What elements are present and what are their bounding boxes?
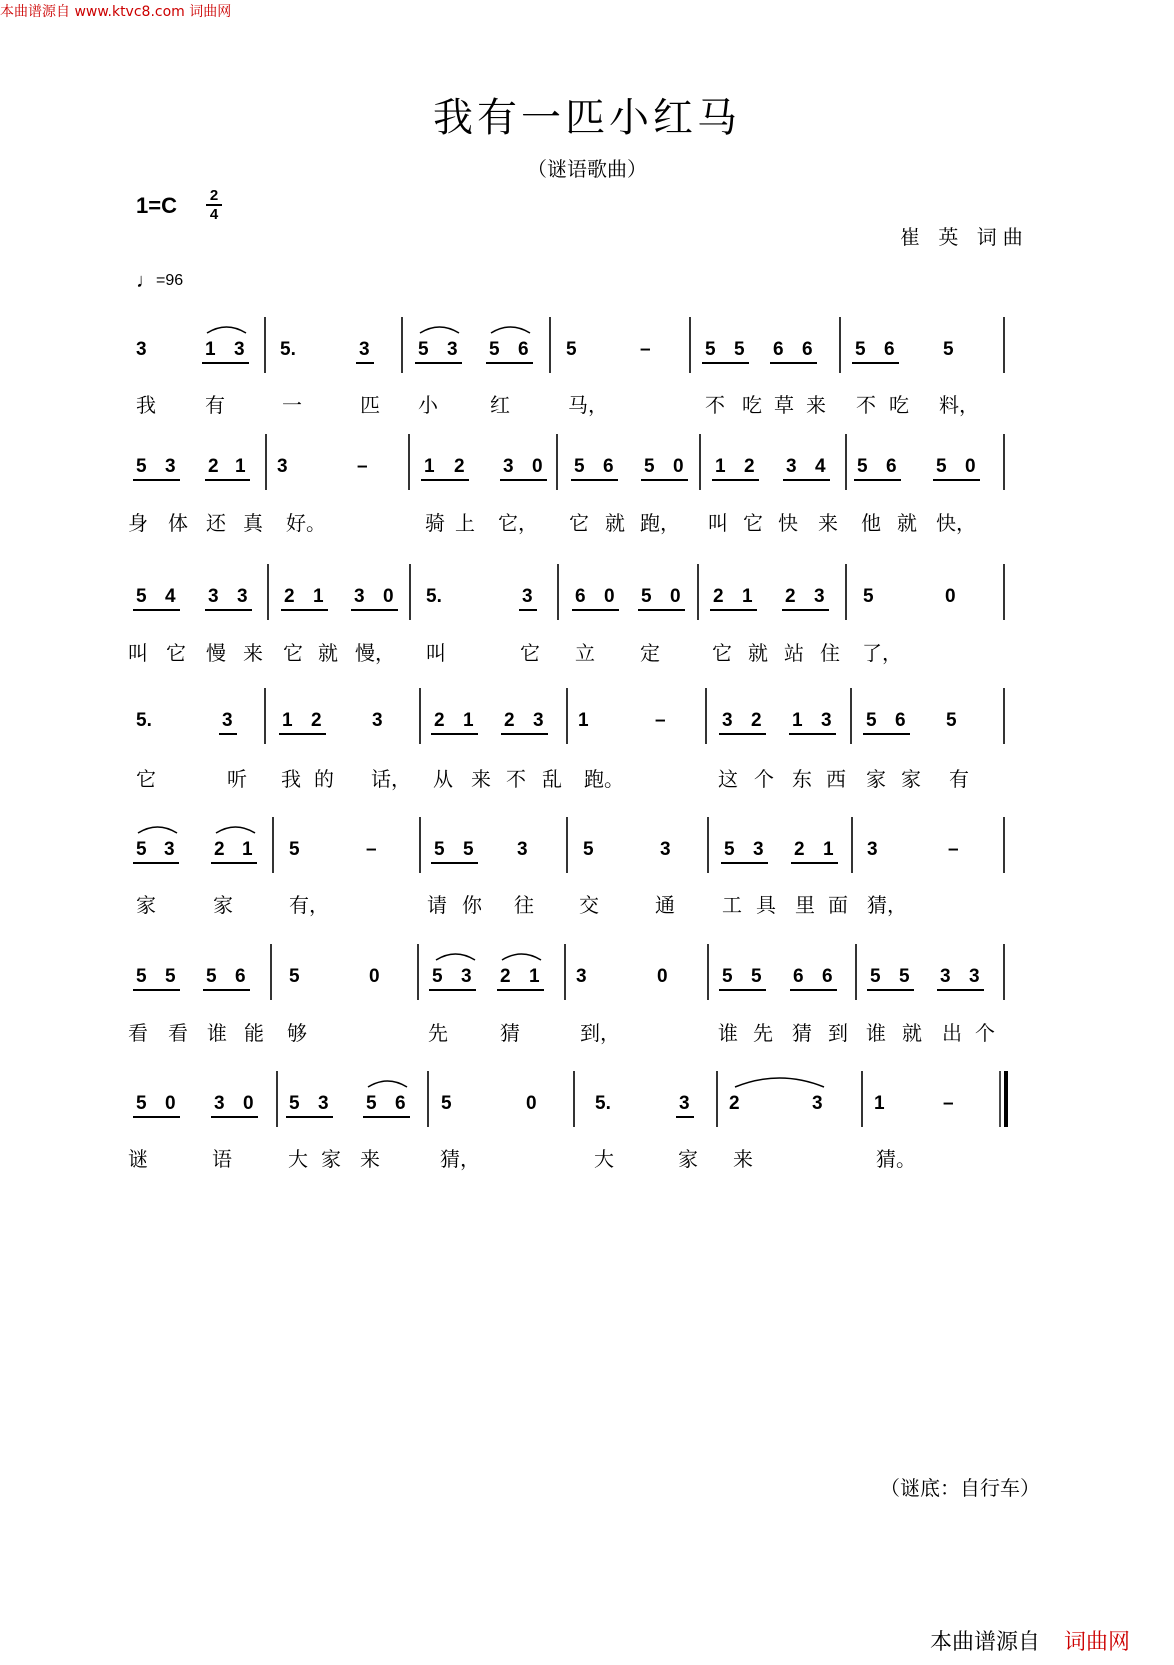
jianpu-note: 5	[574, 456, 585, 477]
jianpu-note: 3	[359, 339, 370, 360]
lyric-char: 来	[733, 1147, 753, 1171]
jianpu-note: 5	[441, 1093, 452, 1114]
lyric-char: 有，	[289, 893, 329, 917]
jianpu-note: –	[948, 839, 959, 860]
lyric-char: 来	[806, 393, 826, 417]
jianpu-note: 3	[214, 1093, 225, 1114]
jianpu-note: 5	[566, 339, 577, 360]
lyric-char: 跑，	[640, 511, 680, 535]
lyric-char: 它	[712, 641, 732, 665]
lyric-char: 谁	[718, 1021, 738, 1045]
jianpu-note: 2	[729, 1093, 740, 1114]
composer-credit: 崔 英 词曲	[900, 225, 1029, 249]
jianpu-note: 1	[823, 839, 834, 860]
jianpu-note: 0	[945, 586, 956, 607]
time-signature-top: 2	[209, 187, 219, 204]
jianpu-note: 1	[529, 966, 540, 987]
jianpu-note: 5	[136, 839, 147, 860]
slur-arc	[368, 1081, 407, 1087]
lyric-char: 猜，	[867, 893, 907, 917]
jianpu-note: 5.	[595, 1093, 611, 1114]
lyric-char: 它	[743, 511, 763, 535]
jianpu-note: 6	[773, 339, 784, 360]
jianpu-note: 5	[644, 456, 655, 477]
jianpu-note: 2	[454, 456, 465, 477]
lyric-char: 它	[569, 511, 589, 535]
jianpu-note: 1	[424, 456, 435, 477]
jianpu-note: 6	[235, 966, 246, 987]
lyric-char: 就	[318, 641, 338, 665]
lyric-char: 东	[792, 767, 812, 791]
jianpu-note: 3	[461, 966, 472, 987]
lyric-char: 工	[722, 893, 742, 917]
lyric-char: 跑。	[584, 767, 624, 791]
jianpu-note: 5	[418, 339, 429, 360]
jianpu-note: 3	[517, 839, 528, 860]
lyric-char: 了，	[862, 641, 902, 665]
lyric-char: 不	[705, 393, 725, 417]
slur-arc	[491, 327, 530, 333]
jianpu-note: 2	[751, 710, 762, 731]
lyric-char: 叫	[426, 641, 446, 665]
lyric-char: 家	[136, 893, 156, 917]
quarter-note-icon: ♩	[136, 270, 156, 292]
lyric-char: 就	[902, 1021, 922, 1045]
jianpu-note: 6	[575, 586, 586, 607]
jianpu-note: 2	[208, 456, 219, 477]
jianpu-note: 5.	[280, 339, 296, 360]
jianpu-note: 2	[500, 966, 511, 987]
jianpu-note: 4	[815, 456, 826, 477]
jianpu-note: 5	[751, 966, 762, 987]
lyric-char: 不	[506, 767, 526, 791]
jianpu-note: –	[640, 339, 651, 360]
jianpu-note: 3	[786, 456, 797, 477]
jianpu-note: 3	[722, 710, 733, 731]
jianpu-note: 2	[744, 456, 755, 477]
lyric-char: 站	[784, 641, 804, 665]
jianpu-note: 1	[235, 456, 246, 477]
lyric-char: 面	[828, 893, 848, 917]
jianpu-note: 0	[383, 586, 394, 607]
jianpu-note: 1	[463, 710, 474, 731]
jianpu-note: 3	[447, 339, 458, 360]
jianpu-note: 3	[821, 710, 832, 731]
jianpu-note: 5	[943, 339, 954, 360]
jianpu-note: 6	[395, 1093, 406, 1114]
lyric-char: 个	[754, 767, 774, 791]
source-header: 本曲谱源自 www.ktvc8.com 词曲网	[0, 4, 232, 20]
jianpu-note: 1	[205, 339, 216, 360]
jianpu-note: 6	[895, 710, 906, 731]
jianpu-note: 3	[679, 1093, 690, 1114]
jianpu-note: 5	[870, 966, 881, 987]
jianpu-note: 5	[434, 839, 445, 860]
jianpu-note: 3	[277, 456, 288, 477]
lyric-char: 有	[205, 393, 225, 417]
jianpu-note: 5	[432, 966, 443, 987]
lyric-char: 通	[655, 893, 675, 917]
lyric-char: 它	[520, 641, 540, 665]
lyric-char: 够	[287, 1021, 307, 1045]
lyric-char: 吃	[889, 393, 909, 417]
lyric-char: 来	[471, 767, 491, 791]
jianpu-note: 0	[670, 586, 681, 607]
lyric-char: 大	[288, 1147, 308, 1171]
lyric-char: 体	[168, 511, 188, 535]
jianpu-note: 5	[489, 339, 500, 360]
jianpu-note: 5	[366, 1093, 377, 1114]
lyric-char: 里	[795, 893, 815, 917]
jianpu-note: 3	[136, 339, 147, 360]
jianpu-note: 5	[936, 456, 947, 477]
lyric-char: 有	[949, 767, 969, 791]
lyric-char: 出	[942, 1021, 962, 1045]
jianpu-note: 5	[206, 966, 217, 987]
jianpu-note: 3	[812, 1093, 823, 1114]
jianpu-note: 0	[532, 456, 543, 477]
lyric-char: 快	[778, 511, 798, 535]
lyric-char: 交	[579, 893, 599, 917]
jianpu-note: 5	[289, 1093, 300, 1114]
lyric-char: 这	[718, 767, 738, 791]
jianpu-note: 0	[526, 1093, 537, 1114]
key-signature: 1=C	[136, 193, 177, 218]
slur-arc	[436, 954, 475, 960]
lyric-char: 就	[897, 511, 917, 535]
lyric-char: 真	[243, 511, 263, 535]
jianpu-note: 3	[867, 839, 878, 860]
jianpu-note: 6	[884, 339, 895, 360]
lyric-char: 它，	[498, 511, 538, 535]
lyric-char: 到，	[580, 1021, 620, 1045]
lyric-char: 我	[136, 393, 156, 417]
lyric-char: 到	[828, 1021, 848, 1045]
jianpu-note: 1	[742, 586, 753, 607]
lyric-char: 从	[433, 767, 453, 791]
lyric-char: 来	[360, 1147, 380, 1171]
lyric-char: 听	[227, 767, 247, 791]
jianpu-note: 5	[946, 710, 957, 731]
lyric-char: 他	[861, 511, 881, 535]
lyric-char: 来	[243, 641, 263, 665]
lyric-char: 上	[455, 511, 475, 535]
jianpu-note: –	[366, 839, 377, 860]
jianpu-note: 3	[237, 586, 248, 607]
jianpu-note: 3	[660, 839, 671, 860]
lyric-char: 家	[321, 1147, 341, 1171]
lyric-char: 往	[514, 893, 534, 917]
lyric-char: 猜	[500, 1021, 520, 1045]
jianpu-note: 2	[214, 839, 225, 860]
jianpu-note: 0	[243, 1093, 254, 1114]
jianpu-note: 5	[165, 966, 176, 987]
lyric-char: 来	[818, 511, 838, 535]
jianpu-note: –	[655, 710, 666, 731]
slur-arc	[502, 954, 541, 960]
jianpu-note: 5	[855, 339, 866, 360]
jianpu-note: 2	[713, 586, 724, 607]
lyric-char: 好。	[286, 511, 326, 535]
jianpu-note: 1	[313, 586, 324, 607]
lyric-char: 你	[462, 893, 482, 917]
jianpu-note: 2	[785, 586, 796, 607]
lyric-char: 料，	[939, 393, 979, 417]
lyric-char: 猜	[792, 1021, 812, 1045]
lyric-char: 个	[975, 1021, 995, 1045]
jianpu-note: 5	[722, 966, 733, 987]
jianpu-note: 5	[857, 456, 868, 477]
lyric-char: 的	[314, 767, 334, 791]
jianpu-note: 2	[434, 710, 445, 731]
jianpu-note: 3	[576, 966, 587, 987]
jianpu-note: 1	[282, 710, 293, 731]
jianpu-note: 3	[164, 839, 175, 860]
jianpu-note: 3	[234, 339, 245, 360]
jianpu-note: 0	[165, 1093, 176, 1114]
jianpu-note: 4	[165, 586, 176, 607]
lyric-char: 身	[128, 511, 148, 535]
lyric-char: 不	[856, 393, 876, 417]
jianpu-note: 3	[208, 586, 219, 607]
jianpu-note: 3	[318, 1093, 329, 1114]
jianpu-note: 3	[372, 710, 383, 731]
lyric-char: 谁	[207, 1021, 227, 1045]
jianpu-note: 5	[136, 586, 147, 607]
song-title: 我有一匹小红马	[433, 95, 741, 141]
lyric-char: 叫	[708, 511, 728, 535]
lyric-char: 慢，	[355, 641, 395, 665]
jianpu-note: 5.	[426, 586, 442, 607]
lyric-char: 具	[756, 893, 776, 917]
jianpu-note: 5	[866, 710, 877, 731]
jianpu-note: 3	[969, 966, 980, 987]
lyric-char: 红	[490, 393, 510, 417]
lyric-char: 立	[575, 641, 595, 665]
jianpu-note: 5	[724, 839, 735, 860]
jianpu-note: 0	[657, 966, 668, 987]
lyric-char: 大	[594, 1147, 614, 1171]
slur-arc	[207, 327, 246, 333]
jianpu-note: 6	[793, 966, 804, 987]
lyric-char: 慢	[206, 641, 226, 665]
lyric-char: 家	[866, 767, 886, 791]
lyric-char: 谜	[128, 1147, 148, 1171]
jianpu-note: –	[357, 456, 368, 477]
jianpu-note: 5	[705, 339, 716, 360]
lyric-char: 猜，	[440, 1147, 480, 1171]
slur-arc	[735, 1078, 824, 1087]
lyric-char: 马，	[568, 393, 608, 417]
jianpu-note: 5	[136, 456, 147, 477]
jianpu-note: 3	[814, 586, 825, 607]
time-signature-bottom: 4	[209, 206, 219, 223]
lyric-char: 吃	[742, 393, 762, 417]
jianpu-note: 5	[863, 586, 874, 607]
jianpu-note: 2	[794, 839, 805, 860]
jianpu-note: 1	[242, 839, 253, 860]
jianpu-note: 3	[165, 456, 176, 477]
jianpu-note: 5	[136, 966, 147, 987]
lyric-char: 谁	[866, 1021, 886, 1045]
lyric-char: 话，	[371, 767, 411, 791]
jianpu-note: 5	[734, 339, 745, 360]
jianpu-note: 1	[715, 456, 726, 477]
lyric-char: 家	[901, 767, 921, 791]
lyric-char: 住	[820, 641, 840, 665]
lyric-char: 我	[281, 767, 301, 791]
jianpu-note: 3	[940, 966, 951, 987]
slur-arc	[216, 827, 255, 833]
lyric-char: 还	[206, 511, 226, 535]
jianpu-note: 1	[792, 710, 803, 731]
lyric-char: 小	[418, 393, 438, 417]
lyric-char: 能	[244, 1021, 264, 1045]
lyric-char: 快，	[936, 511, 976, 535]
jianpu-note: 0	[369, 966, 380, 987]
lyric-char: 叫	[128, 641, 148, 665]
jianpu-note: 2	[284, 586, 295, 607]
jianpu-note: 2	[311, 710, 322, 731]
jianpu-note: 5	[289, 966, 300, 987]
jianpu-note: 0	[965, 456, 976, 477]
jianpu-note: 6	[886, 456, 897, 477]
jianpu-note: 5	[289, 839, 300, 860]
footer-source: 本曲谱源自	[930, 1630, 1041, 1655]
lyric-char: 乱	[542, 767, 562, 791]
jianpu-note: 6	[802, 339, 813, 360]
lyric-char: 它	[136, 767, 156, 791]
jianpu-note: 6	[822, 966, 833, 987]
lyric-char: 家	[678, 1147, 698, 1171]
jianpu-note: 2	[504, 710, 515, 731]
lyric-char: 先	[753, 1021, 773, 1045]
lyric-char: 它	[283, 641, 303, 665]
lyric-char: 骑	[425, 511, 445, 535]
lyric-char: 看	[128, 1021, 148, 1045]
tempo-value: =96	[156, 272, 184, 289]
lyric-char: 就	[605, 511, 625, 535]
lyric-char: 西	[826, 767, 846, 791]
slur-arc	[420, 327, 459, 333]
lyric-char: 定	[640, 641, 660, 665]
jianpu-note: –	[943, 1093, 954, 1114]
riddle-answer: （谜底：自行车）	[880, 1476, 1040, 1500]
lyric-char: 看	[168, 1021, 188, 1045]
jianpu-note: 0	[673, 456, 684, 477]
jianpu-note: 5	[641, 586, 652, 607]
jianpu-note: 3	[522, 586, 533, 607]
jianpu-note: 5	[136, 1093, 147, 1114]
lyric-char: 草	[774, 393, 794, 417]
lyric-char: 匹	[360, 393, 380, 417]
jianpu-note: 3	[503, 456, 514, 477]
jianpu-note: 6	[603, 456, 614, 477]
jianpu-note: 5.	[136, 710, 152, 731]
jianpu-note: 5	[899, 966, 910, 987]
jianpu-note: 6	[518, 339, 529, 360]
song-subtitle: （谜语歌曲）	[527, 157, 647, 181]
lyric-char: 先	[428, 1021, 448, 1045]
jianpu-note: 5	[463, 839, 474, 860]
jianpu-note: 3	[354, 586, 365, 607]
lyric-char: 猜。	[876, 1147, 916, 1171]
lyric-char: 它	[166, 641, 186, 665]
jianpu-note: 1	[578, 710, 589, 731]
lyric-char: 家	[213, 893, 233, 917]
slur-arc	[138, 827, 177, 833]
lyric-char: 就	[748, 641, 768, 665]
jianpu-note: 1	[874, 1093, 885, 1114]
jianpu-note: 3	[753, 839, 764, 860]
lyric-char: 一	[282, 393, 302, 417]
source-footer	[930, 1625, 1130, 1656]
jianpu-note: 3	[222, 710, 233, 731]
footer-site: 词曲网	[1064, 1630, 1131, 1655]
lyric-char: 语	[212, 1147, 232, 1171]
jianpu-note: 3	[533, 710, 544, 731]
lyric-char: 请	[427, 893, 447, 917]
jianpu-note: 0	[604, 586, 615, 607]
jianpu-note: 5	[583, 839, 594, 860]
